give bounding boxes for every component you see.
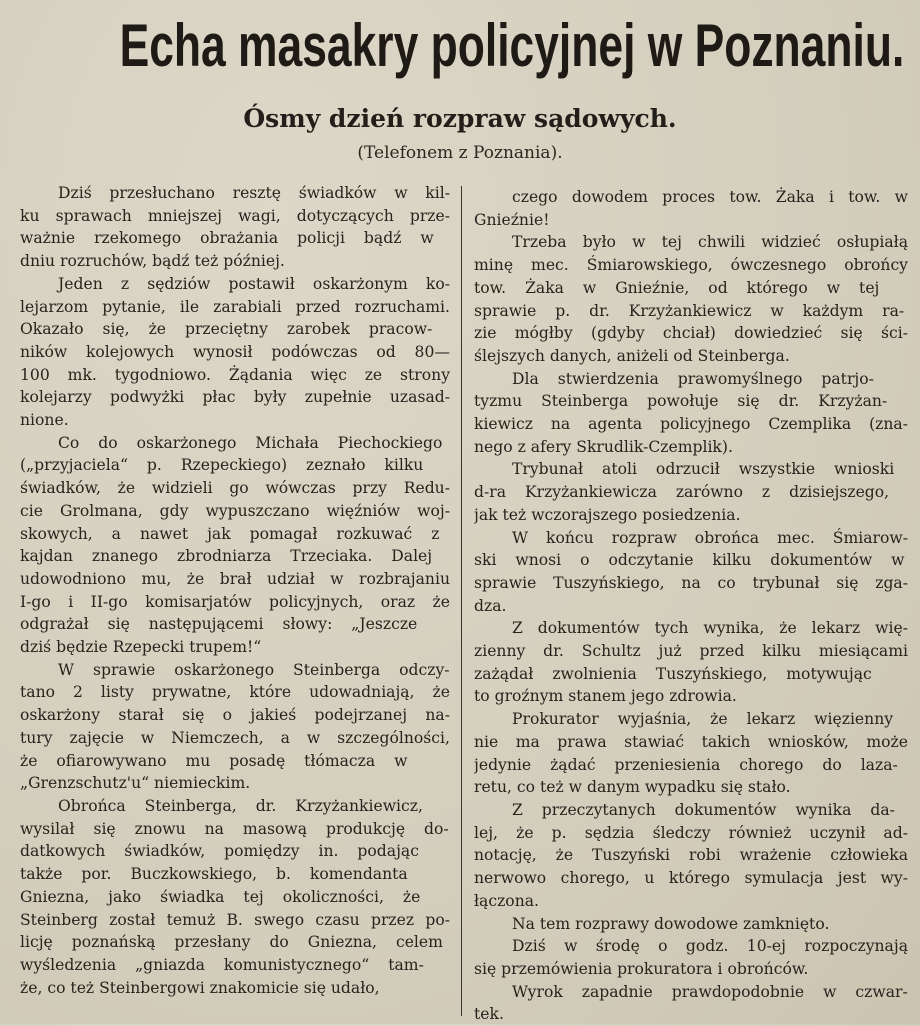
text-line: Obrońca Steinberga, dr. Krzyżankiewicz,: [58, 796, 423, 815]
text-line: licję poznańską przesłany do Gniezna, celem: [20, 933, 443, 952]
text-line: to groźnym stanem jego zdrowia.: [474, 687, 737, 706]
text-line: dziś będzie Rzepecki trupem!“: [20, 638, 262, 657]
subheadline: Ósmy dzień rozpraw sądowych.: [243, 104, 677, 133]
text-line: nego z afery Skrudlik-Czemplik).: [474, 437, 733, 456]
text-line: świadków, że widzieli go wówczas przy Redu-: [20, 479, 450, 498]
text-line: Gniezna, jako świadka tej okoliczności, że: [20, 887, 421, 906]
text-line: kajdan znanego zbrodniarza Trzeciaka. Dalej: [20, 547, 433, 566]
text-line: Gnieźnie!: [474, 210, 550, 229]
text-line: zie mógłby (gdyby chciał) dowiedzieć się ści-: [474, 324, 908, 343]
text-line: jedynie żądać przeniesienia chorego do laza-: [474, 755, 898, 774]
text-line: kolejarzy podwyżki płac były zupełnie uzasad-: [20, 388, 450, 407]
text-line: czego dowodem proces tow. Żaka i tow. w: [512, 188, 908, 206]
text-line: („przyjaciela“ p. Rzepeckiego) zeznało kilku: [20, 456, 424, 475]
text-line: Z dokumentów tych wynika, że lekarz wię-: [512, 619, 908, 638]
paragraph: [474, 527, 908, 618]
paragraph: [474, 981, 908, 1026]
text-line: Dziś przesłuchano resztę świadków w kil-: [58, 184, 450, 202]
text-line: Co do oskarżonego Michała Piechockiego: [58, 433, 443, 452]
article-column-right: [474, 186, 908, 1026]
text-line: łączona.: [474, 891, 539, 910]
paragraph: [20, 795, 450, 999]
text-line: że, co też Steinbergowi znakomicie się udało,: [20, 978, 380, 997]
text-line: ślejszych danych, aniżeli od Steinberga.: [474, 346, 790, 365]
column-divider: [461, 186, 462, 1016]
text-line: Na tem rozprawy dowodowe zamknięto.: [512, 914, 830, 933]
text-line: dza.: [474, 596, 507, 615]
dateline: (Telefonem z Poznania).: [357, 143, 563, 163]
headline: Echa masakry policyjnej w Poznaniu.: [119, 12, 905, 79]
text-line: notację, że Tuszyński robi wrażenie człowieka: [474, 846, 908, 865]
text-line: lej, że p. sędzia śledczy również uczynił ad-: [474, 823, 908, 842]
text-line: ników kolejowych wynosił podówczas od 80—: [20, 342, 450, 361]
text-line: się przemówienia prokuratora i obrońców.: [474, 959, 809, 978]
paragraph: [474, 617, 908, 708]
text-line: Wyrok zapadnie prawdopodobnie w czwar-: [512, 982, 908, 1001]
text-line: zienny dr. Schultz już przed kilku miesiącami: [474, 642, 908, 661]
text-line: sprawie Tuszyńskiego, na co trybunał się zga-: [474, 573, 908, 592]
paragraph: [474, 368, 908, 459]
text-line: lejarzom pytanie, ile zarabiali przed rozruchami.: [20, 297, 450, 316]
text-line: dniu rozruchów, bądź też później.: [20, 252, 285, 271]
text-line: że ofiarowywano mu posadę tłómacza w: [20, 751, 408, 770]
text-line: W końcu rozpraw obrońca mec. Śmiarow-: [512, 528, 908, 547]
paragraph: [474, 913, 908, 936]
paragraph: [474, 935, 908, 980]
text-line: udowodniono mu, że brał udział w rozbrajaniu: [20, 569, 450, 588]
text-line: nione.: [20, 411, 69, 430]
text-line: także por. Buczkowskiego, b. komendanta: [20, 865, 408, 884]
article-column-left: [20, 182, 450, 999]
text-line: odgrażał się następującemi słowy: „Jeszcze: [20, 615, 418, 634]
text-line: I-go i II-go komisarjatów policyjnych, oraz że: [20, 592, 450, 611]
text-line: skowych, a nawet jak pomagał rozkuwać z: [20, 524, 440, 543]
text-line: Dla stwierdzenia prawomyślnego patrjo-: [512, 369, 874, 388]
text-line: tury zajęcie w Niemczech, a w szczególności,: [20, 728, 450, 747]
text-line: tano 2 listy prywatne, które udowadniają, że: [20, 683, 450, 702]
paragraph: [474, 708, 908, 799]
text-line: jak też wczorajszego posiedzenia.: [474, 505, 741, 524]
text-line: Okazało się, że przeciętny zarobek pracow-: [20, 320, 433, 339]
paragraph: [474, 458, 908, 526]
text-line: Prokurator wyjaśnia, że lekarz więzienny: [512, 710, 894, 729]
text-line: nerwowo chorego, u którego symulacja jest wy-: [474, 869, 908, 888]
text-line: Z przeczytanych dokumentów wynika da-: [512, 800, 895, 819]
text-line: d-ra Krzyżankiewicza zarówno z dzisiejszego,: [474, 483, 890, 502]
text-line: oskarżony starał się o jakieś podejrzanej na-: [20, 706, 450, 725]
text-line: „Grenzschutz'u“ niemieckim.: [20, 774, 251, 793]
text-line: ski wnosi o odczytanie kilku dokumentów w: [474, 551, 905, 570]
text-line: Dziś w środę o godz. 10-ej rozpoczynają: [512, 937, 908, 956]
paragraph: [20, 273, 450, 432]
paragraph: [474, 799, 908, 913]
text-line: minę mec. Śmiarowskiego, ówczesnego obrońcy: [474, 256, 908, 275]
text-line: ważnie rzekomego obrażania policji bądź w: [20, 229, 434, 248]
text-line: tek.: [474, 1005, 504, 1024]
paragraph: [20, 432, 450, 659]
text-line: Jeden z sędziów postawił oskarżonym ko-: [58, 274, 450, 293]
paragraph: [474, 231, 908, 367]
text-line: zażądał zwolnienia Tuszyńskiego, motywując: [474, 664, 872, 683]
paragraph: [20, 659, 450, 795]
paragraph: [474, 186, 908, 231]
text-line: 100 mk. tygodniowo. Żądania więc ze strony: [20, 365, 450, 384]
text-line: Trybunał atoli odrzucił wszystkie wnioski: [512, 460, 895, 479]
text-line: wysilał się znowu na masową produkcję do-: [20, 819, 449, 838]
text-line: ku sprawach mniejszej wagi, dotyczących prze-: [20, 206, 450, 225]
text-line: kiewicz na agenta policyjnego Czemplika (zna-: [474, 415, 908, 434]
text-line: Trzeba było w tej chwili widzieć osłupiałą: [512, 233, 908, 252]
text-line: wyśledzenia „gniazda komunistycznego“ tam-: [20, 955, 424, 974]
text-line: cie Grolmana, gdy wypuszczano więźniów woj-: [20, 501, 450, 520]
text-line: Steinberg został temuż B. swego czasu przez po-: [20, 910, 450, 929]
text-line: tyzmu Steinberga powołuje się dr. Krzyżan-: [474, 392, 888, 411]
text-line: sprawie p. dr. Krzyżankiewicz w każdym ra-: [474, 301, 905, 320]
text-line: retu, co też w danym wypadku się stało.: [474, 778, 791, 797]
text-line: nie ma prawa stawiać takich wniosków, może: [474, 732, 908, 751]
text-line: tow. Żaka w Gnieźnie, od którego w tej: [474, 278, 880, 297]
paragraph: [20, 182, 450, 273]
text-line: datkowych świadków, pomiędzy in. podając: [20, 842, 419, 861]
text-line: W sprawie oskarżonego Steinberga odczy-: [58, 660, 450, 679]
